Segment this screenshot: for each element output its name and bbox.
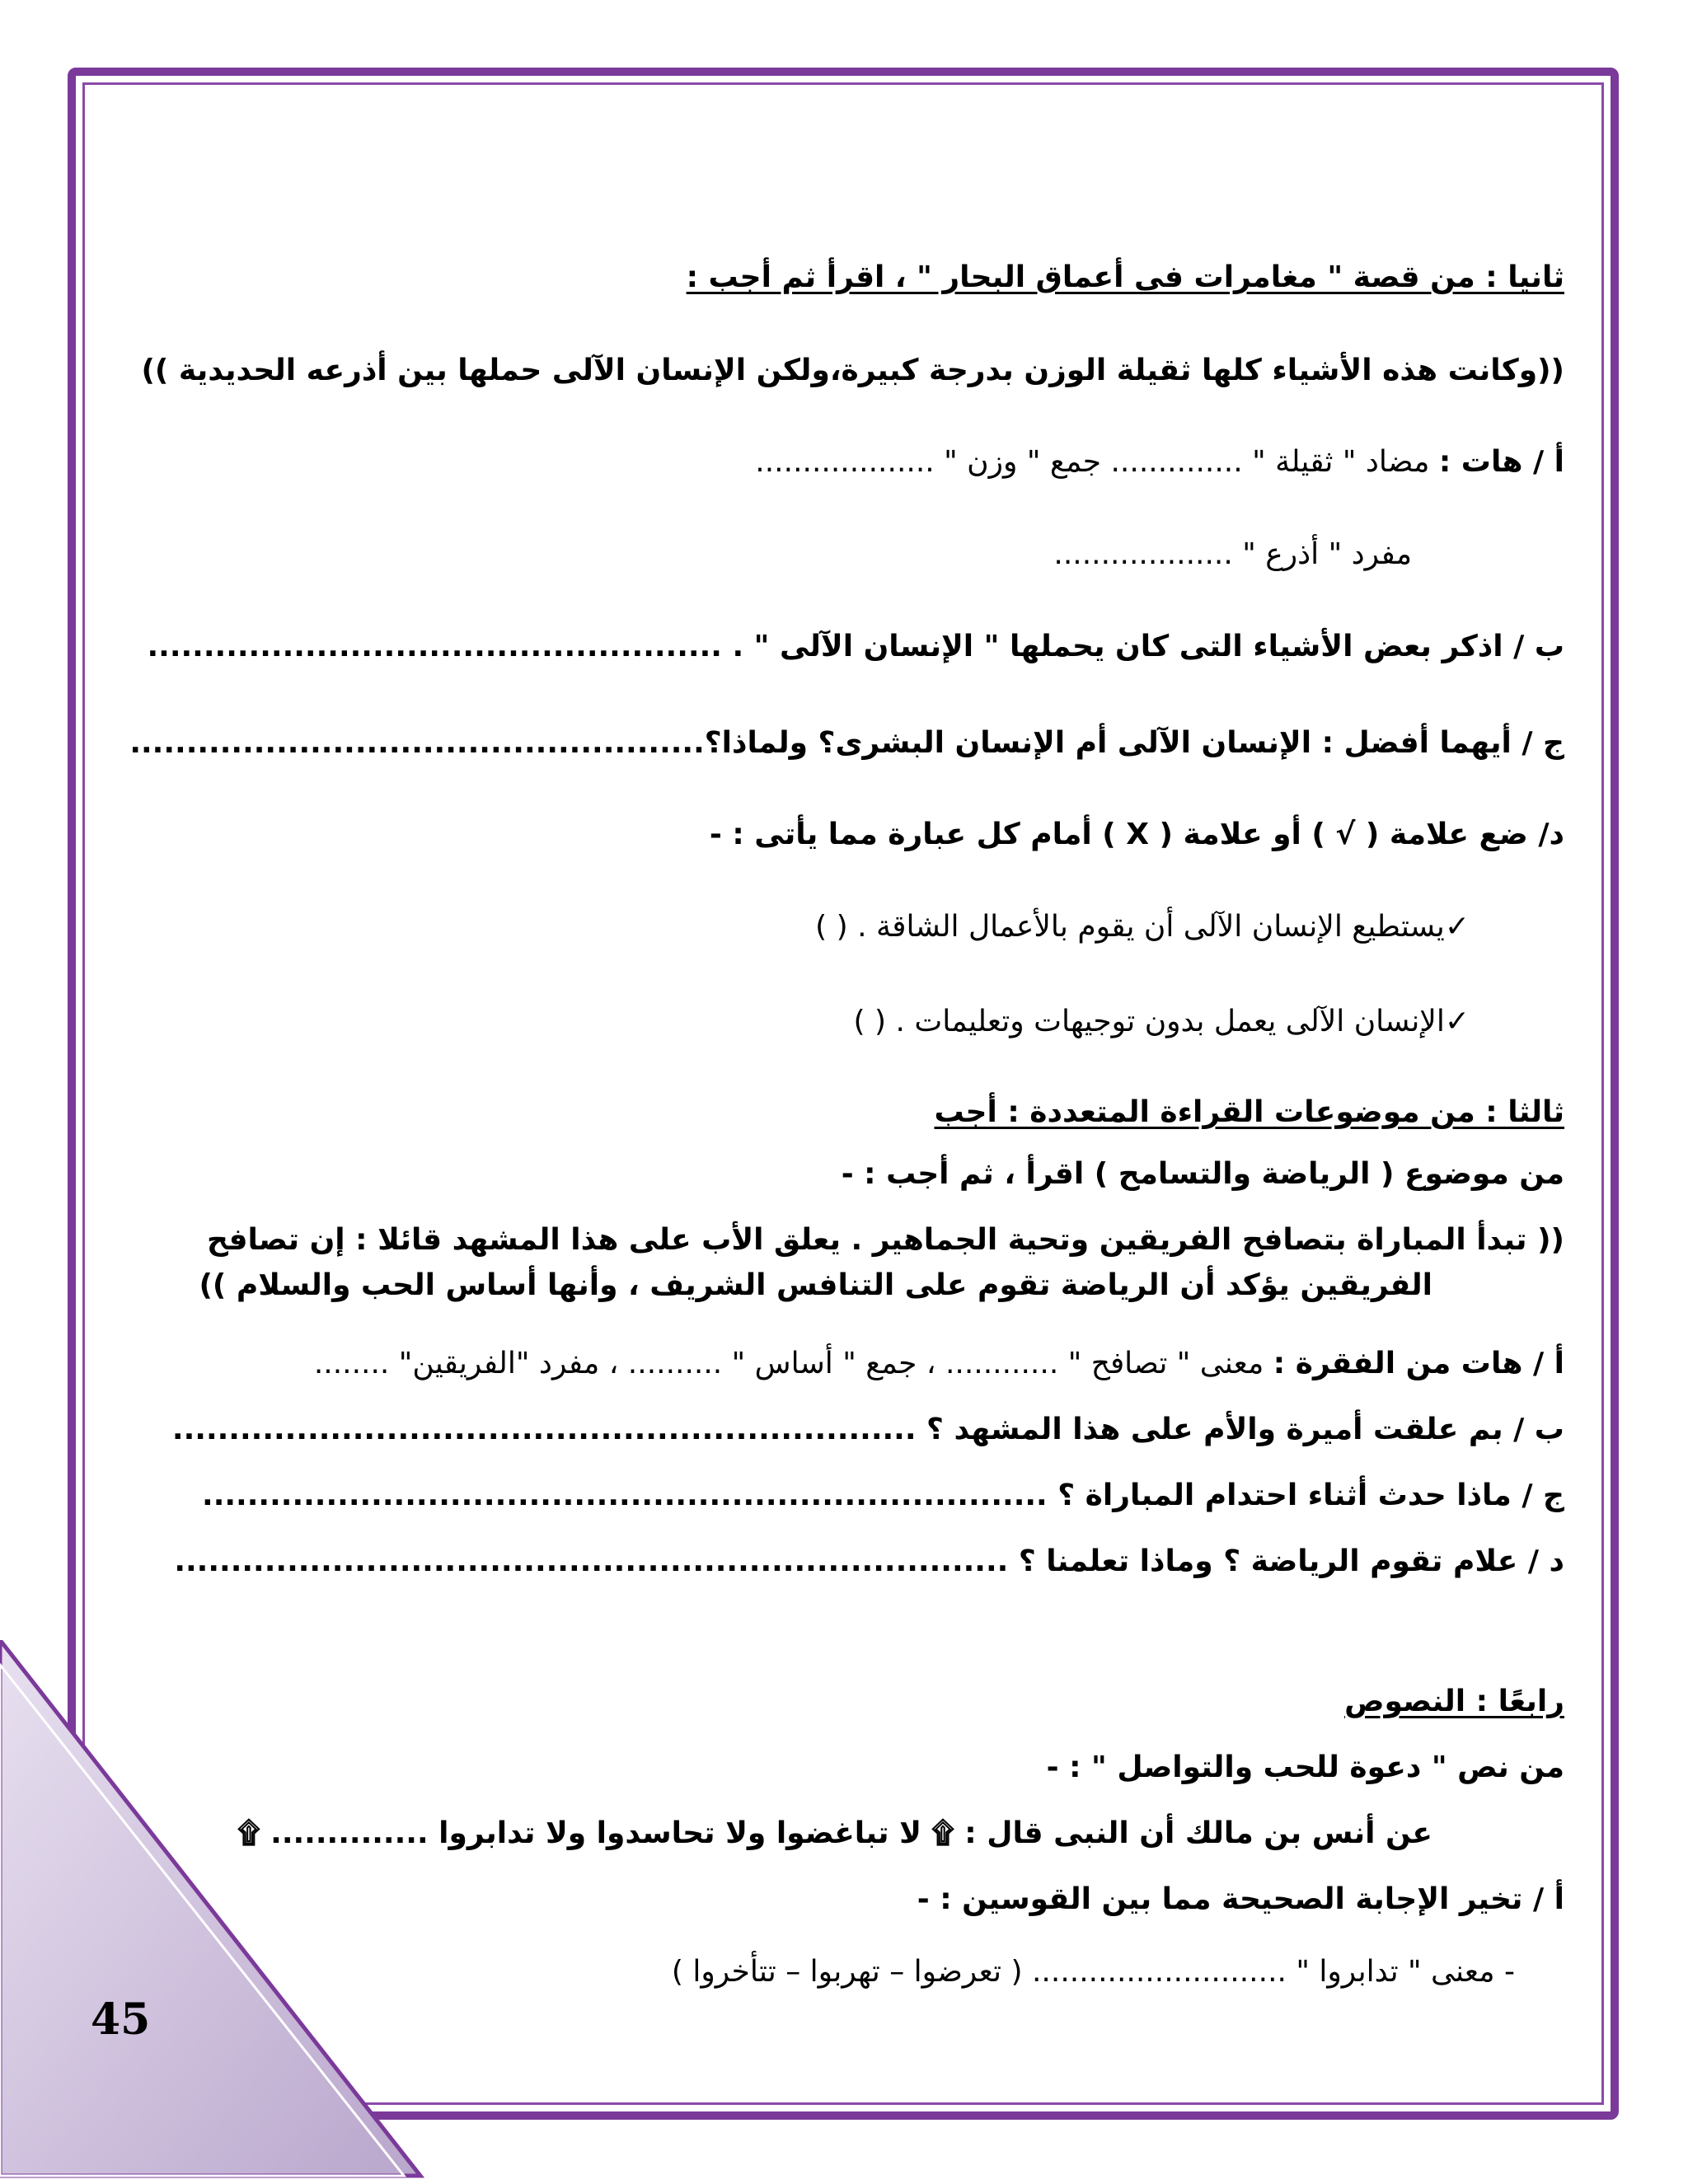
check-icon: ✓ (1444, 1005, 1470, 1038)
question-a-text: مضاد " ثقيلة " .............. جمع " وزن " ................... (755, 445, 1430, 479)
section2-question-b: ب / اذكر بعض الأشياء التى كان يحملها " الإنسان الآلى " . ................................................... (147, 630, 1564, 663)
true-false-item-2 (854, 1001, 1470, 1043)
question-a-text: معنى " تصافح " ............ ، جمع " أساس " .......... ، مفرد "الفريقين" ........ (313, 1347, 1264, 1380)
section2-passage: ((وكانت هذه الأشياء كلها ثقيلة الوزن بدرجة كبيرة،ولكن الإنسان الآلى حملها بين أذرعه الحديدية )) (141, 354, 1564, 387)
page-number: 45 (91, 1994, 151, 2045)
section3-question-d: د / علام تقوم الرياضة ؟ وماذا تعلمنا ؟ .......................................................................... (174, 1544, 1564, 1578)
section2-question-c: ج / أيهما أفضل : الإنسان الآلى أم الإنسان البشرى؟ ولماذا؟................................................... (129, 726, 1564, 760)
section3-intro: من موضوع ( الرياضة والتسامح ) اقرأ ، ثم أجب : - (841, 1157, 1564, 1191)
section2-question-a (755, 442, 1564, 483)
check-icon: ✓ (1444, 910, 1470, 944)
section4-question-a: أ / تخير الإجابة الصحيحة مما بين القوسين : - (917, 1882, 1564, 1916)
item-text: يستطيع الإنسان الآلى أن يقوم بالأعمال الشاقة . ( ) (815, 910, 1445, 944)
item-text: الإنسان الآلى يعمل بدون توجيهات وتعليمات . ( ) (853, 1005, 1445, 1038)
question-a-prefix: أ / هات من الفقرة : (1273, 1347, 1564, 1380)
section3-passage-line2: الفريقين يؤكد أن الرياضة تقوم على التنافس الشريف ، وأنها أساس الحب والسلام )) (199, 1268, 1432, 1302)
section2-heading: ثانيا : من قصة " مغامرات فى أعماق البحار " ، اقرأ ثم أجب : (686, 260, 1564, 294)
section3-passage-line1: (( تبدأ المباراة بتصافح الفريقين وتحية الجماهير . يعلق الأب على هذا المشهد قائلا : إن تصافح (207, 1223, 1564, 1257)
section4-hadith: عن أنس بن مالك أن النبى قال : ۩ لا تباغضوا ولا تحاسدوا ولا تدابروا .............. ۩ (237, 1816, 1432, 1850)
section4-heading: رابعًا : النصوص (1344, 1685, 1564, 1718)
section2-question-d: د/ ضع علامة ( √ ) أو علامة ( X ) أمام كل عبارة مما يأتى : - (709, 818, 1564, 851)
section2-question-a-line2: مفرد " أذرع " ................... (1053, 537, 1412, 571)
section3-question-c: ج / ماذا حدث أثناء احتدام المباراة ؟ ........................................................................... (202, 1479, 1564, 1512)
section3-question-b: ب / بم علقت أميرة والأم على هذا المشهد ؟ .................................................................. (171, 1413, 1564, 1446)
section4-choice: - معنى " تدابروا " ........................... ( تعرضوا – تهربوا – تتأخروا ) (671, 1955, 1515, 1989)
true-false-item-1 (815, 907, 1470, 948)
corner-triangle-decoration (0, 1640, 445, 2184)
question-a-prefix: أ / هات : (1438, 445, 1564, 479)
section3-heading: ثالثا : من موضوعات القراءة المتعددة : أجب (934, 1095, 1564, 1129)
section3-question-a (314, 1343, 1564, 1385)
section4-intro: من نص " دعوة للحب والتواصل " : - (1046, 1750, 1564, 1784)
